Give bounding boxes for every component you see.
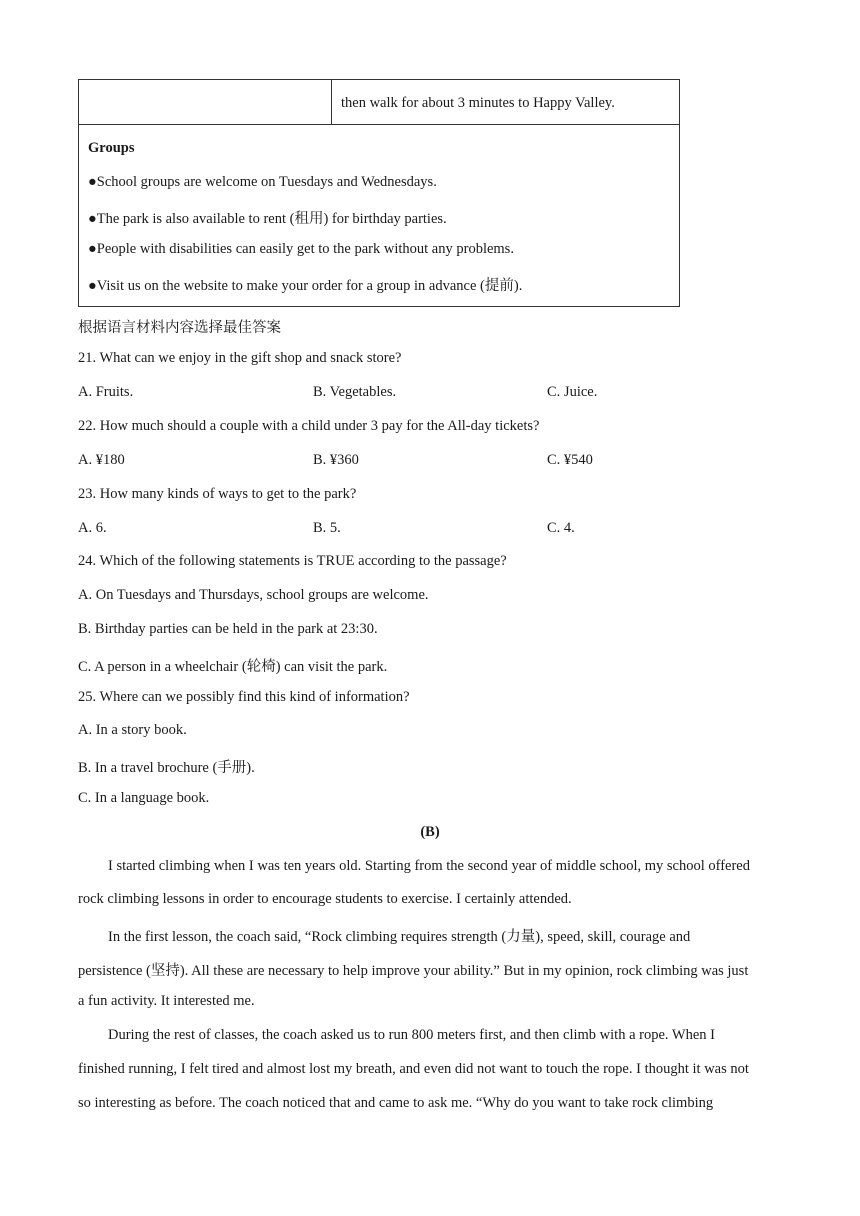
option-a: A. Fruits. bbox=[78, 384, 134, 400]
passage-line: finished running, I felt tired and almost lost my breath, and even did not want to touch the rope. I thought it was not bbox=[78, 1061, 749, 1077]
groups-item: ●Visit us on the website to make your order for a group in advance (提前). bbox=[88, 278, 523, 294]
option-a: A. 6. bbox=[78, 520, 107, 536]
question-text: 21. What can we enjoy in the gift shop and snack store? bbox=[78, 350, 402, 366]
passage-line: persistence (坚持). All these are necessary to help improve your ability.” But in my opinion, rock climbing was just bbox=[78, 963, 749, 979]
table-top-row bbox=[78, 79, 680, 125]
option-a: A. ¥180 bbox=[78, 452, 125, 468]
groups-table-cell bbox=[78, 124, 680, 307]
groups-title: Groups bbox=[88, 140, 135, 156]
passage-line: I started climbing when I was ten years old. Starting from the second year of middle school, my school offered bbox=[108, 858, 750, 874]
option-a: A. On Tuesdays and Thursdays, school groups are welcome. bbox=[78, 587, 429, 603]
passage-line: During the rest of classes, the coach asked us to run 800 meters first, and then climb with a rope. When I bbox=[108, 1027, 715, 1043]
question-text: 22. How much should a couple with a child under 3 pay for the All-day tickets? bbox=[78, 418, 540, 434]
option-b: B. ¥360 bbox=[313, 452, 359, 468]
question-text: 23. How many kinds of ways to get to the park? bbox=[78, 486, 357, 502]
option-c: C. In a language book. bbox=[78, 790, 210, 806]
groups-item: ●School groups are welcome on Tuesdays and Wednesdays. bbox=[88, 174, 437, 190]
option-b: B. In a travel brochure (手册). bbox=[78, 760, 255, 776]
section-title: (B) bbox=[420, 824, 440, 840]
option-b: B. 5. bbox=[313, 520, 341, 536]
option-c: C. Juice. bbox=[547, 384, 598, 400]
question-text: 25. Where can we possibly find this kind of information? bbox=[78, 689, 410, 705]
option-c: C. 4. bbox=[547, 520, 575, 536]
option-a: A. In a story book. bbox=[78, 722, 187, 738]
table-column-divider bbox=[331, 80, 332, 124]
instruction-text: 根据语言材料内容选择最佳答案 bbox=[78, 320, 281, 336]
groups-item: ●The park is also available to rent (租用) for birthday parties. bbox=[88, 211, 447, 227]
option-b: B. Vegetables. bbox=[313, 384, 397, 400]
passage-line: In the first lesson, the coach said, “Rock climbing requires strength (力量), speed, skill, courage and bbox=[108, 929, 691, 945]
option-c: C. ¥540 bbox=[547, 452, 593, 468]
table-cell-directions: then walk for about 3 minutes to Happy Valley. bbox=[341, 95, 615, 111]
option-c: C. A person in a wheelchair (轮椅) can visit the park. bbox=[78, 659, 388, 675]
passage-line: a fun activity. It interested me. bbox=[78, 993, 255, 1009]
option-b: B. Birthday parties can be held in the park at 23:30. bbox=[78, 621, 378, 637]
groups-item: ●People with disabilities can easily get to the park without any problems. bbox=[88, 241, 514, 257]
question-text: 24. Which of the following statements is TRUE according to the passage? bbox=[78, 553, 507, 569]
passage-line: rock climbing lessons in order to encourage students to exercise. I certainly attended. bbox=[78, 891, 572, 907]
passage-line: so interesting as before. The coach noticed that and came to ask me. “Why do you want to take rock climbing bbox=[78, 1095, 714, 1111]
